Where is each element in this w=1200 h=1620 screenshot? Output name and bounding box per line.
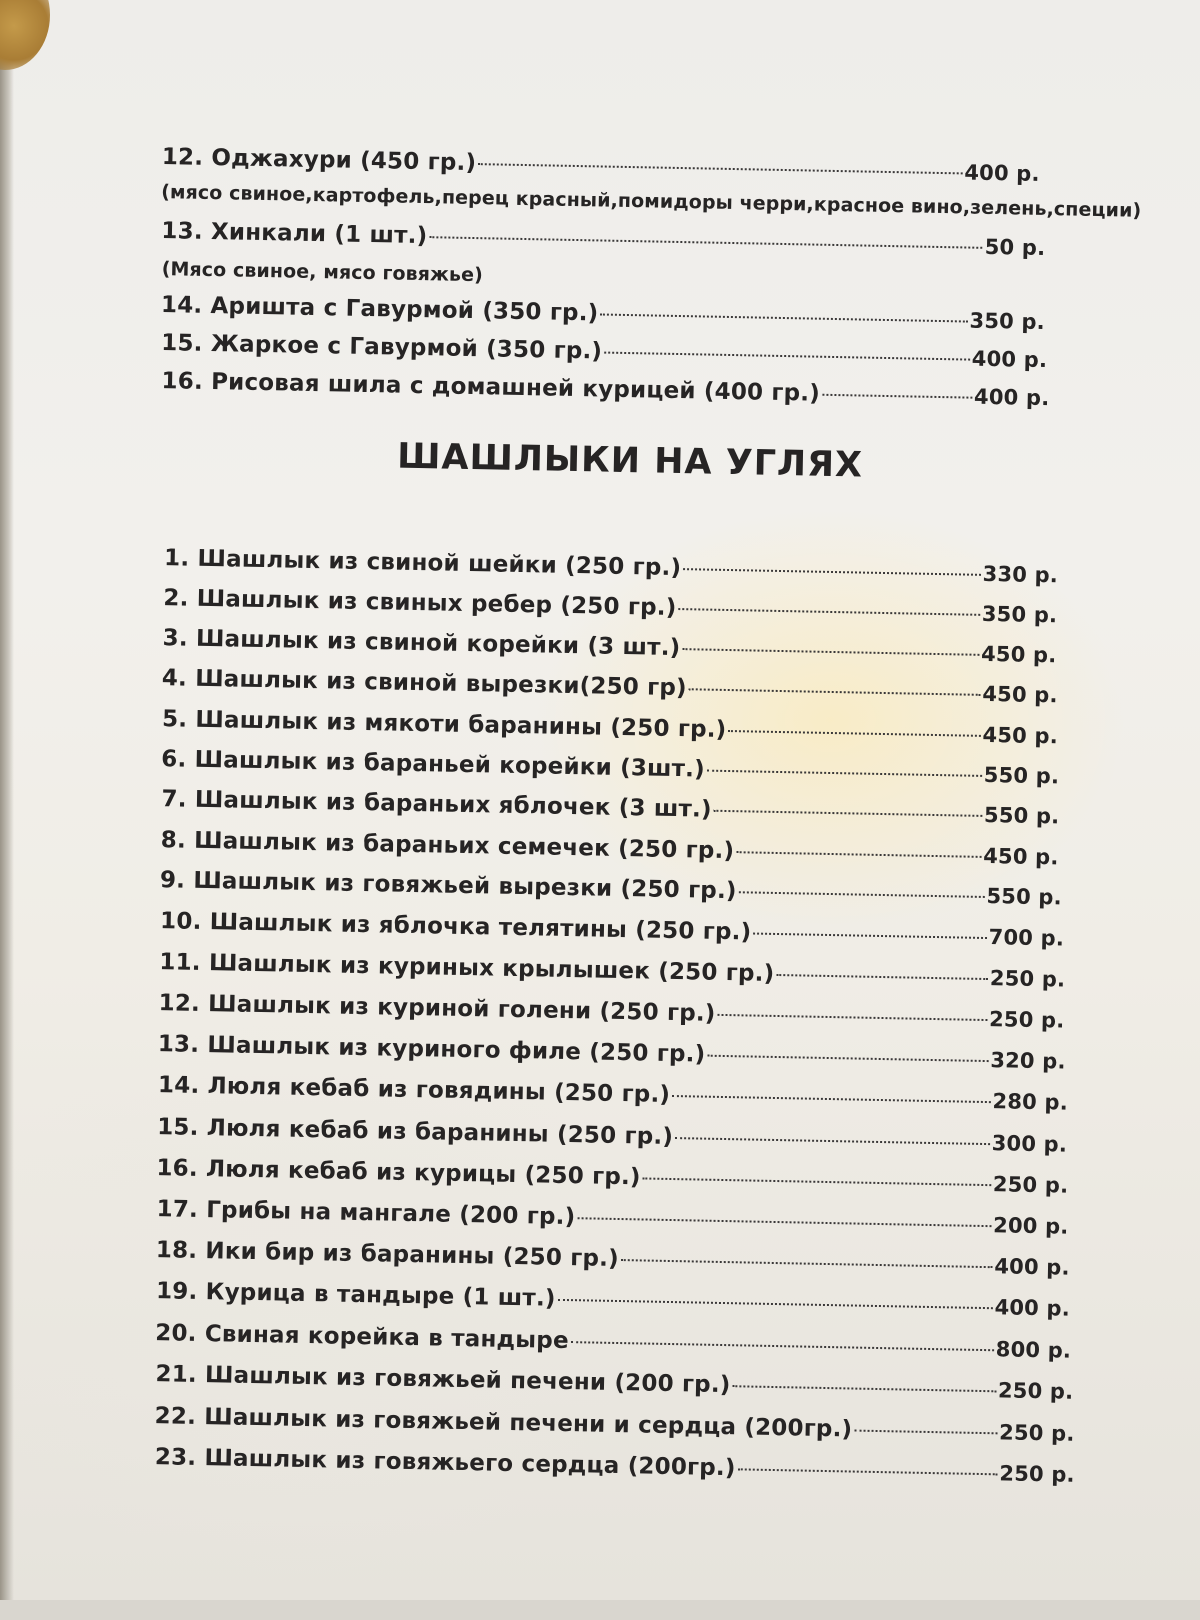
menu-item-price: 450 р. (982, 681, 1058, 708)
shashlik-item (162, 625, 1056, 668)
leader-dots (854, 1430, 997, 1435)
leader-dots (682, 648, 979, 656)
menu-item-rice-shila (161, 368, 1049, 411)
menu-item-price: 400 р. (973, 384, 1050, 411)
menu-item-price: 280 р. (992, 1089, 1069, 1115)
shashlik-item (164, 545, 1058, 588)
shashlik-item (161, 786, 1059, 829)
menu-item-price: 400 р. (971, 346, 1048, 373)
shashlik-item (156, 1278, 1070, 1322)
menu-item-price: 550 р. (983, 762, 1060, 789)
menu-item-name: 15. Жаркое с Гавурмой (350 гр.) (161, 330, 603, 365)
menu-item-name: 16. Рисовая шила с домашней курицей (400 гр.) (161, 368, 821, 407)
leader-dots (478, 163, 962, 174)
menu-item-name: 21. Шашлык из говяжьей печени (200 гр.) (155, 1361, 731, 1399)
menu-item-price: 250 р. (999, 1461, 1075, 1487)
shashlik-item (156, 1237, 1070, 1281)
leader-dots (776, 974, 988, 980)
menu-item-price: 330 р. (982, 561, 1059, 588)
leader-dots (571, 1341, 994, 1351)
menu-item-name: 23. Шашлык из говяжьего сердца (200гр.) (154, 1444, 736, 1482)
shashlik-item (155, 1444, 1075, 1488)
menu-item-price: 700 р. (988, 925, 1065, 951)
menu-item-name: 5. Шашлык из мякоти баранины (250 гр.) (161, 706, 727, 743)
shashlik-item (163, 585, 1057, 628)
leader-dots (728, 730, 980, 737)
leader-dots (738, 1468, 998, 1475)
menu-item-price: 450 р. (980, 641, 1057, 668)
menu-item-price: 450 р. (982, 722, 1059, 749)
menu-item-name: 13. Хинкали (1 шт.) (161, 218, 428, 250)
shashlik-item (162, 706, 1058, 749)
leader-dots (689, 688, 981, 696)
menu-item-name: 12. Шашлык из куриной голени (250 гр.) (158, 990, 716, 1027)
leader-dots (604, 352, 970, 361)
shashlik-item (158, 1072, 1068, 1115)
shashlik-item (161, 746, 1059, 789)
menu-item-name: 11. Шашлык из куриных крылышек (250 гр.) (159, 949, 775, 987)
leader-dots (736, 851, 981, 858)
leader-dots (717, 1014, 987, 1021)
menu-item-price: 550 р. (986, 884, 1063, 910)
menu-item-price: 250 р. (988, 1007, 1065, 1033)
menu-item-name: 1. Шашлык из свиной шейки (250 гр.) (163, 545, 682, 582)
menu-item-name: 6. Шашлык из бараньей корейки (3шт.) (161, 746, 706, 783)
menu-item-name: 12. Оджахури (450 гр.) (161, 144, 477, 177)
shashlik-item (159, 949, 1065, 992)
menu-item-price: 450 р. (983, 843, 1059, 870)
menu-item-name: 4. Шашлык из свиной вырезки(250 гр) (161, 665, 688, 702)
leader-dots (675, 1137, 990, 1145)
menu-item-name: 22. Шашлык из говяжьей печени и сердца (200гр.) (154, 1403, 853, 1443)
shashlik-item (155, 1361, 1073, 1405)
menu-item-price: 250 р. (992, 1172, 1069, 1198)
menu-item-price: 400 р. (994, 1295, 1071, 1321)
leader-dots (753, 933, 986, 939)
leader-dots (600, 313, 967, 322)
menu-item-price: 200 р. (992, 1213, 1069, 1239)
menu-item-name: 2. Шашлык из свиных ребер (250 гр.) (163, 585, 677, 621)
menu-item-price: 250 р. (998, 1420, 1075, 1446)
menu-item-price: 400 р. (994, 1254, 1070, 1280)
menu-item-name: 14. Аришта с Гавурмой (350 гр.) (160, 292, 599, 327)
menu-item-price: 300 р. (991, 1131, 1068, 1157)
leader-dots (429, 236, 982, 249)
leader-dots (558, 1299, 993, 1309)
shashlik-item (161, 827, 1059, 870)
menu-item-price: 250 р. (997, 1378, 1074, 1404)
menu-item-ojakhuri (162, 144, 1040, 187)
menu-item-zharkoe (161, 330, 1047, 373)
leader-dots (672, 1095, 990, 1103)
shashlik-item (160, 908, 1064, 951)
shashlik-item (156, 1155, 1068, 1199)
menu-item-price: 400 р. (964, 160, 1040, 186)
menu-item-name: 20. Свиная корейка в тандыре (155, 1320, 570, 1355)
leader-dots (707, 1055, 988, 1062)
leader-dots (621, 1259, 993, 1268)
menu-item-name: 19. Курица в тандыре (1 шт.) (155, 1278, 556, 1312)
shashlik-item (160, 867, 1062, 910)
menu-item-price: 800 р. (995, 1337, 1072, 1363)
menu-item-price: 550 р. (983, 802, 1060, 829)
menu-item-price: 350 р. (981, 601, 1058, 628)
menu-item-name: 10. Шашлык из яблочка телятины (250 гр.) (159, 908, 752, 946)
leader-dots (577, 1217, 991, 1227)
shashlik-item (154, 1403, 1074, 1447)
menu-item-price: 350 р. (969, 308, 1046, 335)
shashlik-item (158, 990, 1064, 1033)
leader-dots (714, 810, 982, 817)
menu-item-name: 16. Люля кебаб из курицы (250 гр.) (156, 1155, 641, 1191)
menu-item-name: 18. Ики бир из баранины (250 гр.) (155, 1237, 620, 1273)
leader-dots (643, 1177, 991, 1186)
menu-item-price: 250 р. (989, 966, 1066, 992)
shashlik-item (162, 665, 1058, 708)
menu-item-ingredients: (Мясо свиное, мясо говяжье) (161, 258, 484, 287)
leader-dots (732, 1385, 996, 1392)
menu-item-khinkali (161, 218, 1045, 261)
leader-dots (678, 608, 979, 616)
menu-item-name: 7. Шашлык из бараньих яблочек (3 шт.) (161, 786, 712, 823)
menu-item-arishta (161, 292, 1045, 335)
menu-item-name: 15. Люля кебаб из баранины (250 гр.) (156, 1114, 674, 1151)
menu-item-ingredients: (мясо свиное,картофель,перец красный,помидоры черри,красное вино,зелень,специи) (160, 181, 1142, 222)
leader-dots (739, 891, 985, 898)
menu-item-name: 3. Шашлык из свиной корейки (3 шт.) (162, 625, 681, 662)
menu-item-price: 50 р. (984, 234, 1046, 261)
menu-item-name: 17. Грибы на мангале (200 гр.) (156, 1196, 576, 1231)
shashlik-item (155, 1320, 1071, 1364)
leader-dots (683, 568, 980, 576)
leader-dots (822, 394, 972, 399)
leader-dots (707, 770, 982, 777)
shashlik-item (156, 1196, 1068, 1240)
menu-item-name: 8. Шашлык из бараньих семечек (250 гр.) (160, 827, 735, 865)
shashlik-item (158, 1031, 1066, 1074)
shashlik-item (157, 1114, 1067, 1157)
menu-item-price: 320 р. (990, 1048, 1066, 1074)
menu-item-name: 14. Люля кебаб из говядины (250 гр.) (157, 1072, 671, 1108)
section-title: ШАШЛЫКИ НА УГЛЯХ (396, 436, 864, 486)
menu-item-name: 13. Шашлык из куриного филе (250 гр.) (157, 1031, 706, 1068)
menu-item-name: 9. Шашлык из говяжьей вырезки (250 гр.) (159, 867, 737, 905)
